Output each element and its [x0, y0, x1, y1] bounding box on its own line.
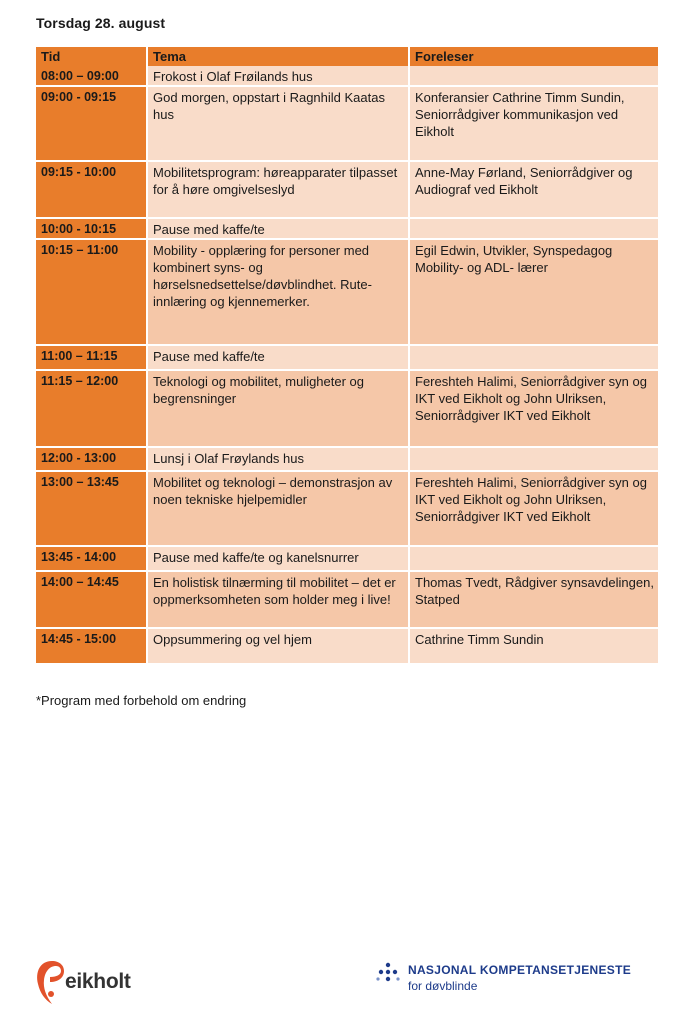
table-row — [36, 370, 659, 447]
topic-cell: Pause med kaffe/te og kanelsnurrer — [147, 546, 409, 571]
eikholt-logo-icon — [34, 958, 64, 1006]
speaker-cell — [409, 218, 659, 239]
nk-logo-subtitle: for døvblinde — [408, 979, 478, 993]
speaker-cell — [409, 66, 659, 86]
topic-cell: En holistisk tilnærming til mobilitet – det er oppmerksomheten som holder meg i live! — [147, 571, 409, 628]
speaker-cell: Anne-May Førland, Seniorrådgiver og Audiograf ved Eikholt — [409, 161, 659, 218]
eikholt-logo — [34, 958, 131, 1006]
topic-cell: Lunsj i Olaf Frøylands hus — [147, 447, 409, 471]
table-header-row — [36, 47, 659, 66]
table-row — [36, 628, 659, 664]
topic-cell: Mobilitetsprogram: høreapparater tilpasset for å høre omgivelseslyd — [147, 161, 409, 218]
speaker-cell: Konferansier Cathrine Timm Sundin, Seniorrådgiver kommunikasjon ved Eikholt — [409, 86, 659, 161]
speaker-cell — [409, 546, 659, 571]
time-cell: 09:00 - 09:15 — [36, 86, 147, 161]
eikholt-wordmark: eikholt — [65, 970, 131, 993]
speaker-cell: Cathrine Timm Sundin — [409, 628, 659, 664]
speaker-cell: Egil Edwin, Utvikler, Synspedagog Mobility- og ADL- lærer — [409, 239, 659, 345]
table-row — [36, 218, 659, 239]
time-cell: 09:15 - 10:00 — [36, 161, 147, 218]
table-row — [36, 447, 659, 471]
topic-cell: Oppsummering og vel hjem — [147, 628, 409, 664]
speaker-cell — [409, 345, 659, 370]
page-heading: Torsdag 28. august — [36, 15, 166, 31]
column-header-foreleser: Foreleser — [409, 47, 659, 66]
table-row — [36, 345, 659, 370]
table-row — [36, 546, 659, 571]
program-table — [36, 47, 660, 665]
speaker-cell: Fereshteh Halimi, Seniorrådgiver syn og IKT ved Eikholt og John Ulriksen, Seniorrådgiver IKT ved Eikholt — [409, 370, 659, 447]
topic-cell: Pause med kaffe/te — [147, 345, 409, 370]
topic-cell: Mobility - opplæring for personer med kombinert syns- og hørselsnedsettelse/døvblindhet. Rute-innlæring og kjennemerker. — [147, 239, 409, 345]
time-cell: 08:00 – 09:00 — [36, 66, 147, 86]
speaker-cell: Thomas Tvedt, Rådgiver synsavdelingen, Statped — [409, 571, 659, 628]
time-cell: 12:00 - 13:00 — [36, 447, 147, 471]
time-cell: 11:00 – 11:15 — [36, 345, 147, 370]
table-row — [36, 471, 659, 546]
time-cell: 10:15 – 11:00 — [36, 239, 147, 345]
footnote: *Program med forbehold om endring — [36, 693, 247, 708]
time-cell: 14:45 - 15:00 — [36, 628, 147, 664]
table-row — [36, 86, 659, 161]
dots-logo-icon — [376, 962, 400, 986]
topic-cell: Mobilitet og teknologi – demonstrasjon av noen tekniske hjelpemidler — [147, 471, 409, 546]
time-cell: 11:15 – 12:00 — [36, 370, 147, 447]
topic-cell: Teknologi og mobilitet, muligheter og begrensninger — [147, 370, 409, 447]
topic-cell: Pause med kaffe/te — [147, 218, 409, 239]
column-header-tid: Tid — [36, 47, 147, 66]
topic-cell: Frokost i Olaf Frøilands hus — [147, 66, 409, 86]
time-cell: 10:00 - 10:15 — [36, 218, 147, 239]
time-cell: 13:45 - 14:00 — [36, 546, 147, 571]
time-cell: 13:00 – 13:45 — [36, 471, 147, 546]
column-header-tema: Tema — [147, 47, 409, 66]
table-row — [36, 571, 659, 628]
table-row — [36, 161, 659, 218]
speaker-cell — [409, 447, 659, 471]
speaker-cell: Fereshteh Halimi, Seniorrådgiver syn og IKT ved Eikholt og John Ulriksen, Seniorrådgiver IKT ved Eikholt — [409, 471, 659, 546]
topic-cell: God morgen, oppstart i Ragnhild Kaatas hus — [147, 86, 409, 161]
time-cell: 14:00 – 14:45 — [36, 571, 147, 628]
table-row — [36, 239, 659, 345]
nk-logo-title: NASJONAL KOMPETANSETJENESTE — [408, 963, 632, 977]
nk-logo — [376, 962, 631, 994]
table-row — [36, 66, 659, 86]
